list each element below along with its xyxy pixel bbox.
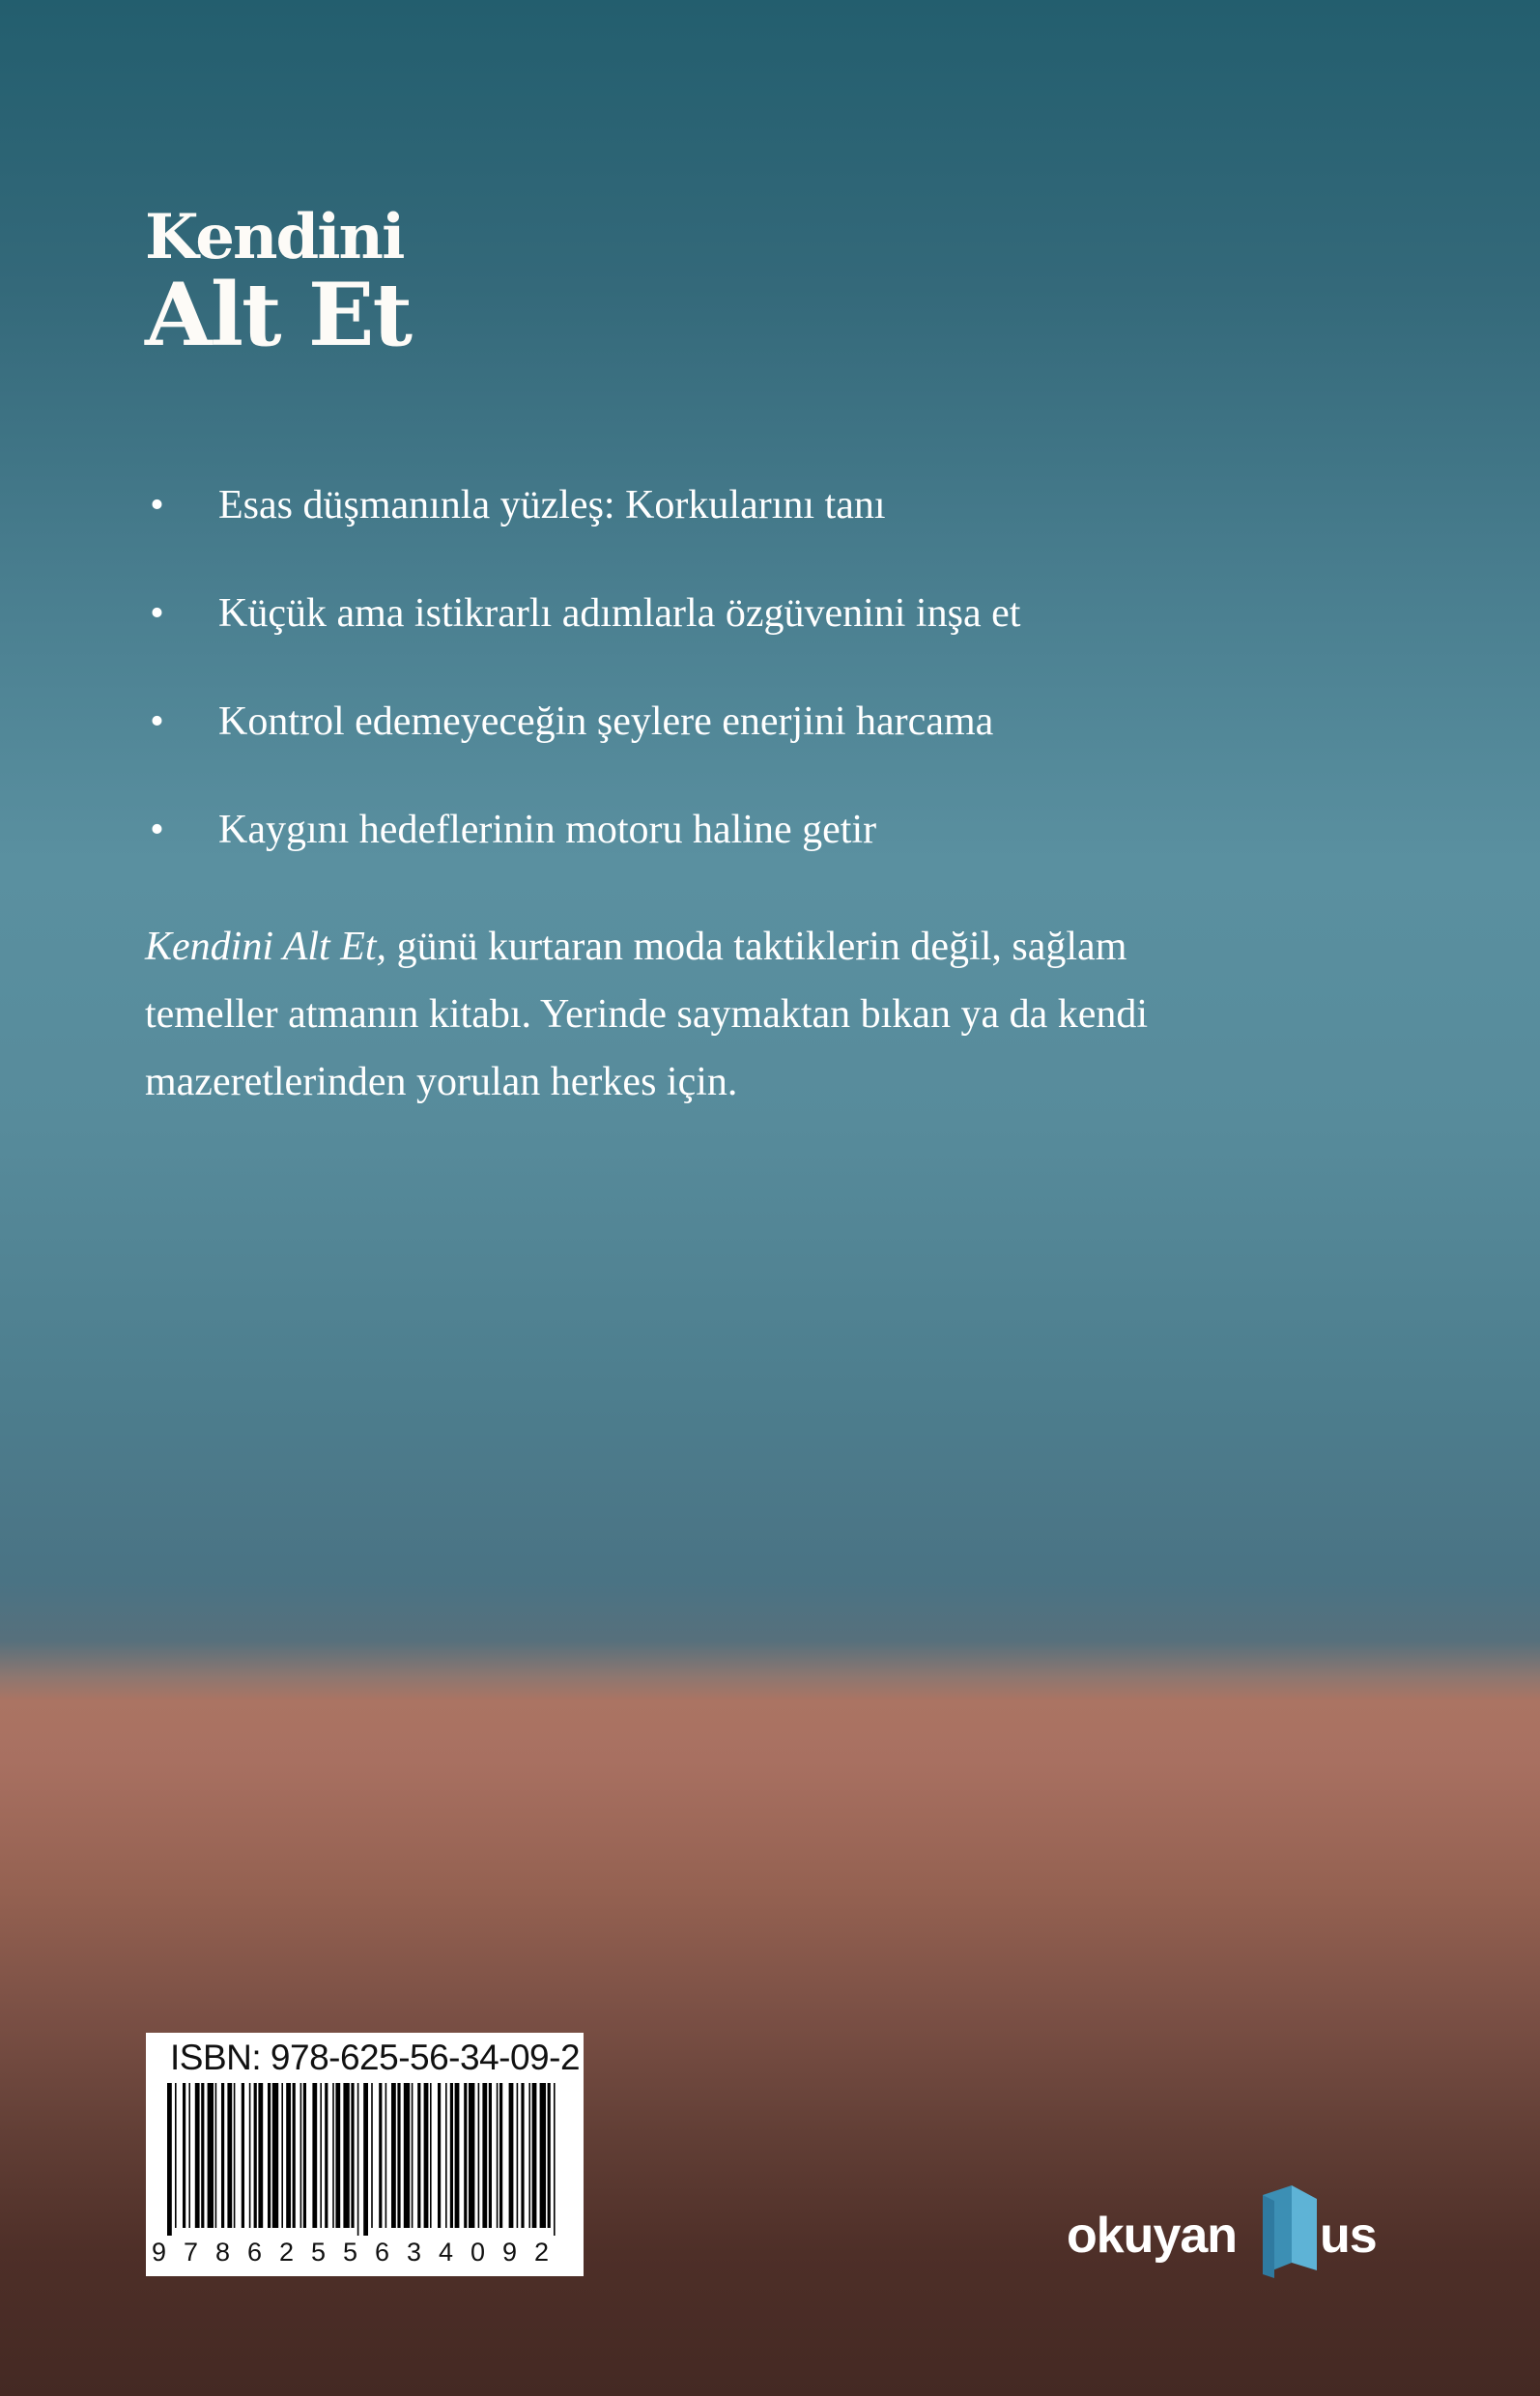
book-title — [145, 201, 412, 366]
barcode-bar — [201, 2083, 204, 2228]
barcode-bar — [268, 2083, 271, 2228]
barcode-digit: 9 — [502, 2238, 518, 2267]
barcode-bar — [489, 2083, 492, 2228]
barcode-bar — [183, 2083, 185, 2228]
barcode-bar — [528, 2083, 530, 2228]
barcode-bar — [286, 2083, 291, 2228]
publisher-logo — [1067, 2185, 1376, 2282]
barcode-bar — [554, 2083, 556, 2236]
feature-text: Esas düşmanınla yüzleş: Korkularını tanı — [218, 483, 886, 528]
barcode-bar — [397, 2083, 400, 2228]
barcode-bar — [438, 2083, 441, 2228]
barcode-digit: 5 — [311, 2238, 327, 2267]
barcode-bar — [391, 2083, 396, 2228]
barcode-bar — [175, 2083, 177, 2228]
publisher-name-part-2: us — [1320, 2208, 1377, 2264]
barcode-bar — [371, 2083, 373, 2228]
barcode-bar — [167, 2083, 172, 2236]
barcode-bar — [281, 2083, 283, 2228]
barcode-bar — [351, 2083, 354, 2228]
isbn-barcode — [146, 2033, 584, 2276]
barcode-bar — [478, 2083, 480, 2228]
description-line-1-rest: günü kurtaran moda taktiklerin değil, sağlam — [386, 925, 1127, 969]
barcode-bar — [242, 2083, 244, 2228]
barcode-bar — [343, 2083, 349, 2228]
barcode-bar — [300, 2083, 302, 2228]
barcode-digit: 6 — [375, 2238, 390, 2267]
bullet-icon: • — [150, 483, 164, 528]
barcode-bar — [464, 2083, 467, 2228]
feature-item — [145, 478, 1401, 586]
barcode-bar — [548, 2083, 551, 2228]
barcode-bar — [445, 2083, 447, 2228]
barcode-bar — [379, 2083, 382, 2228]
feature-text: Kaygını hedeflerinin motoru haline getir — [218, 808, 877, 852]
barcode-bar — [272, 2083, 278, 2228]
feature-text: Kontrol edemeyeceğin şeylere enerjini harcama — [218, 699, 994, 744]
barcode-bar — [540, 2083, 546, 2228]
isbn-label: ISBN: 978-625-56-34-09-2 — [170, 2038, 581, 2077]
description-line-2: temeller atmanın kitabı. Yerinde saymaktan bıkan ya da kendi — [145, 992, 1149, 1037]
barcode-bar — [417, 2083, 420, 2228]
description-line-3: mazeretlerinden yorulan herkes için. — [145, 1060, 738, 1104]
barcode-bar — [497, 2083, 499, 2228]
barcode-bar — [234, 2083, 236, 2228]
title-line-1: Kendini — [145, 201, 404, 273]
barcode-bar — [521, 2083, 524, 2228]
barcode-bar — [227, 2083, 232, 2228]
description-paragraph — [145, 913, 1401, 1116]
bullet-icon: • — [150, 699, 164, 744]
feature-item — [145, 586, 1401, 695]
title-line-2: Alt Et — [145, 264, 412, 366]
barcode-digit: 8 — [215, 2238, 231, 2267]
barcode-digit: 0 — [471, 2238, 486, 2267]
barcode-bar — [254, 2083, 257, 2228]
barcode-bar — [430, 2083, 432, 2228]
barcode-bar — [332, 2083, 334, 2228]
barcode-digit: 5 — [343, 2238, 358, 2267]
barcode-bar — [325, 2083, 328, 2228]
barcode-digit: 9 — [152, 2238, 167, 2267]
barcode-bar — [293, 2083, 296, 2228]
barcode-digit: 4 — [439, 2238, 454, 2267]
barcode-bar — [517, 2083, 519, 2228]
feature-text: Küçük ama istikrarlı adımlarla özgüvenini inşa et — [218, 591, 1021, 636]
barcode-bar — [188, 2083, 190, 2228]
barcode-bar — [499, 2083, 502, 2228]
barcode-digit: 2 — [279, 2238, 295, 2267]
barcode-bar — [412, 2083, 414, 2228]
bullet-icon: • — [150, 591, 164, 636]
barcode-digit: 3 — [407, 2238, 422, 2267]
barcode-bar — [303, 2083, 306, 2228]
barcode-bar — [258, 2083, 263, 2228]
barcode-bar — [532, 2083, 537, 2228]
barcode-bar — [335, 2083, 340, 2228]
barcode-bar — [363, 2083, 368, 2236]
barcode-bar — [455, 2083, 460, 2228]
barcode-bar — [221, 2083, 224, 2228]
description-line-1 — [145, 913, 1401, 981]
barcode-bar — [424, 2083, 429, 2228]
barcode-bar — [312, 2083, 317, 2228]
barcode-bar — [509, 2083, 514, 2228]
barcode-bar — [215, 2083, 217, 2228]
barcode-bar — [357, 2083, 359, 2236]
bullet-icon: • — [150, 808, 164, 852]
barcode-bar — [249, 2083, 251, 2228]
barcode-digit: 6 — [247, 2238, 263, 2267]
feature-list — [145, 478, 1401, 911]
publisher-name-part-1: okuyan — [1067, 2208, 1238, 2264]
feature-item — [145, 695, 1401, 803]
barcode-digits — [146, 2238, 584, 2272]
barcode-bar — [469, 2083, 474, 2228]
barcode-digit: 7 — [184, 2238, 199, 2267]
barcode-digit: 2 — [534, 2238, 550, 2267]
barcode-bar — [404, 2083, 410, 2228]
barcode-bars — [167, 2083, 563, 2236]
barcode-bar — [450, 2083, 453, 2228]
description-lead: Kendini Alt Et, — [145, 925, 387, 969]
barcode-bar — [482, 2083, 487, 2228]
feature-item — [145, 803, 1401, 911]
barcode-bar — [385, 2083, 387, 2228]
barcode-bar — [195, 2083, 200, 2228]
barcode-bar — [208, 2083, 214, 2228]
open-book-icon — [1253, 2185, 1321, 2282]
barcode-bar — [320, 2083, 322, 2228]
